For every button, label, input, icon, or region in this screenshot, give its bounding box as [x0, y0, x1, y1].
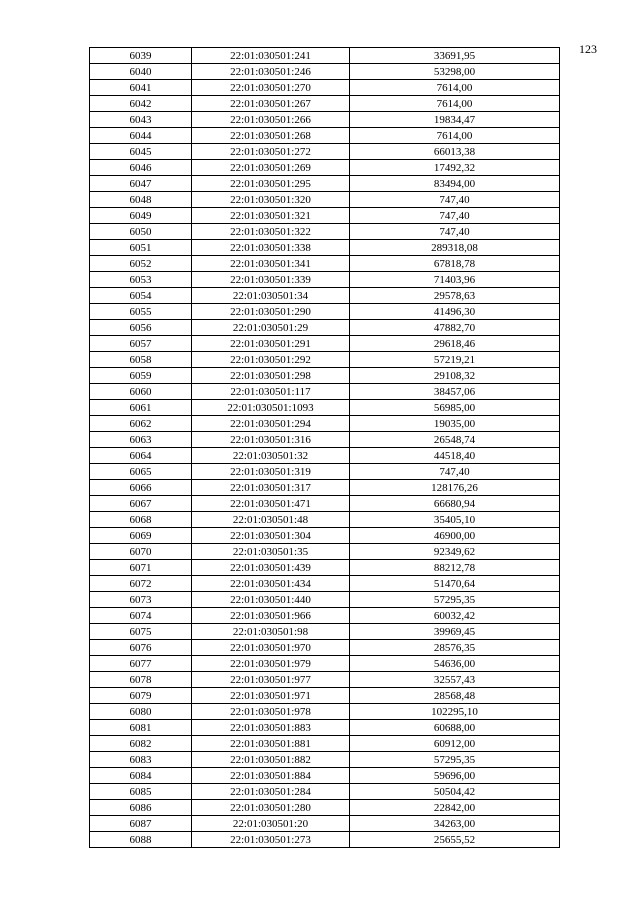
- value-cell: 47882,70: [350, 320, 560, 336]
- table-row: [90, 352, 560, 368]
- value-cell: 57295,35: [350, 592, 560, 608]
- table-row: [90, 576, 560, 592]
- value-cell: 57295,35: [350, 752, 560, 768]
- table-row: [90, 432, 560, 448]
- table-row: [90, 496, 560, 512]
- table-row: [90, 544, 560, 560]
- row-number-cell: 6050: [90, 224, 192, 240]
- value-cell: 19035,00: [350, 416, 560, 432]
- cadastral-number-cell: 22:01:030501:321: [192, 208, 350, 224]
- row-number-cell: 6048: [90, 192, 192, 208]
- value-cell: 41496,30: [350, 304, 560, 320]
- table-row: [90, 608, 560, 624]
- value-cell: 34263,00: [350, 816, 560, 832]
- cadastral-number-cell: 22:01:030501:298: [192, 368, 350, 384]
- value-cell: 59696,00: [350, 768, 560, 784]
- value-cell: 38457,06: [350, 384, 560, 400]
- value-cell: 60912,00: [350, 736, 560, 752]
- cadastral-number-cell: 22:01:030501:439: [192, 560, 350, 576]
- cadastral-number-cell: 22:01:030501:882: [192, 752, 350, 768]
- cadastral-number-cell: 22:01:030501:29: [192, 320, 350, 336]
- row-number-cell: 6039: [90, 48, 192, 64]
- table-body: [90, 48, 560, 848]
- row-number-cell: 6042: [90, 96, 192, 112]
- row-number-cell: 6078: [90, 672, 192, 688]
- table-row: [90, 80, 560, 96]
- value-cell: 747,40: [350, 464, 560, 480]
- table-row: [90, 752, 560, 768]
- cadastral-number-cell: 22:01:030501:977: [192, 672, 350, 688]
- cadastral-number-cell: 22:01:030501:291: [192, 336, 350, 352]
- value-cell: 25655,52: [350, 832, 560, 848]
- row-number-cell: 6073: [90, 592, 192, 608]
- value-cell: 60032,42: [350, 608, 560, 624]
- table-row: [90, 448, 560, 464]
- row-number-cell: 6071: [90, 560, 192, 576]
- cadastral-number-cell: 22:01:030501:319: [192, 464, 350, 480]
- data-table: [89, 47, 560, 848]
- value-cell: 28568,48: [350, 688, 560, 704]
- table-row: [90, 240, 560, 256]
- value-cell: 32557,43: [350, 672, 560, 688]
- cadastral-number-cell: 22:01:030501:970: [192, 640, 350, 656]
- row-number-cell: 6061: [90, 400, 192, 416]
- value-cell: 66680,94: [350, 496, 560, 512]
- table-row: [90, 768, 560, 784]
- table-row: [90, 96, 560, 112]
- cadastral-number-cell: 22:01:030501:341: [192, 256, 350, 272]
- row-number-cell: 6040: [90, 64, 192, 80]
- table-row: [90, 208, 560, 224]
- table-row: [90, 112, 560, 128]
- row-number-cell: 6087: [90, 816, 192, 832]
- value-cell: 17492,32: [350, 160, 560, 176]
- cadastral-number-cell: 22:01:030501:883: [192, 720, 350, 736]
- value-cell: 57219,21: [350, 352, 560, 368]
- table-row: [90, 224, 560, 240]
- table-row: [90, 704, 560, 720]
- table-row: [90, 656, 560, 672]
- table-row: [90, 160, 560, 176]
- row-number-cell: 6083: [90, 752, 192, 768]
- row-number-cell: 6043: [90, 112, 192, 128]
- row-number-cell: 6056: [90, 320, 192, 336]
- value-cell: 50504,42: [350, 784, 560, 800]
- table-row: [90, 368, 560, 384]
- cadastral-number-cell: 22:01:030501:979: [192, 656, 350, 672]
- cadastral-number-cell: 22:01:030501:971: [192, 688, 350, 704]
- row-number-cell: 6070: [90, 544, 192, 560]
- cadastral-number-cell: 22:01:030501:320: [192, 192, 350, 208]
- table-row: [90, 48, 560, 64]
- row-number-cell: 6055: [90, 304, 192, 320]
- table-row: [90, 560, 560, 576]
- table-row: [90, 416, 560, 432]
- cadastral-number-cell: 22:01:030501:304: [192, 528, 350, 544]
- cadastral-number-cell: 22:01:030501:881: [192, 736, 350, 752]
- table-row: [90, 384, 560, 400]
- cadastral-number-cell: 22:01:030501:295: [192, 176, 350, 192]
- row-number-cell: 6076: [90, 640, 192, 656]
- cadastral-number-cell: 22:01:030501:884: [192, 768, 350, 784]
- row-number-cell: 6064: [90, 448, 192, 464]
- row-number-cell: 6062: [90, 416, 192, 432]
- cadastral-number-cell: 22:01:030501:48: [192, 512, 350, 528]
- table-row: [90, 272, 560, 288]
- table-row: [90, 528, 560, 544]
- cadastral-number-cell: 22:01:030501:280: [192, 800, 350, 816]
- cadastral-number-cell: 22:01:030501:1093: [192, 400, 350, 416]
- table-row: [90, 304, 560, 320]
- cadastral-number-cell: 22:01:030501:267: [192, 96, 350, 112]
- table-row: [90, 688, 560, 704]
- cadastral-number-cell: 22:01:030501:317: [192, 480, 350, 496]
- row-number-cell: 6072: [90, 576, 192, 592]
- table-row: [90, 400, 560, 416]
- row-number-cell: 6067: [90, 496, 192, 512]
- value-cell: 92349,62: [350, 544, 560, 560]
- cadastral-number-cell: 22:01:030501:284: [192, 784, 350, 800]
- row-number-cell: 6054: [90, 288, 192, 304]
- table-row: [90, 176, 560, 192]
- value-cell: 46900,00: [350, 528, 560, 544]
- row-number-cell: 6047: [90, 176, 192, 192]
- table-row: [90, 288, 560, 304]
- value-cell: 747,40: [350, 208, 560, 224]
- table-row: [90, 192, 560, 208]
- table-row: [90, 144, 560, 160]
- cadastral-number-cell: 22:01:030501:471: [192, 496, 350, 512]
- row-number-cell: 6082: [90, 736, 192, 752]
- value-cell: 7614,00: [350, 80, 560, 96]
- value-cell: 83494,00: [350, 176, 560, 192]
- value-cell: 26548,74: [350, 432, 560, 448]
- value-cell: 22842,00: [350, 800, 560, 816]
- page-number: 123: [579, 42, 597, 56]
- table-row: [90, 832, 560, 848]
- value-cell: 29578,63: [350, 288, 560, 304]
- value-cell: 67818,78: [350, 256, 560, 272]
- table-row: [90, 672, 560, 688]
- row-number-cell: 6074: [90, 608, 192, 624]
- row-number-cell: 6060: [90, 384, 192, 400]
- row-number-cell: 6069: [90, 528, 192, 544]
- row-number-cell: 6063: [90, 432, 192, 448]
- table-row: [90, 592, 560, 608]
- cadastral-number-cell: 22:01:030501:98: [192, 624, 350, 640]
- cadastral-number-cell: 22:01:030501:269: [192, 160, 350, 176]
- row-number-cell: 6066: [90, 480, 192, 496]
- row-number-cell: 6068: [90, 512, 192, 528]
- value-cell: 60688,00: [350, 720, 560, 736]
- value-cell: 19834,47: [350, 112, 560, 128]
- row-number-cell: 6081: [90, 720, 192, 736]
- value-cell: 29618,46: [350, 336, 560, 352]
- cadastral-number-cell: 22:01:030501:268: [192, 128, 350, 144]
- value-cell: 7614,00: [350, 96, 560, 112]
- table-row: [90, 256, 560, 272]
- value-cell: 88212,78: [350, 560, 560, 576]
- value-cell: 56985,00: [350, 400, 560, 416]
- row-number-cell: 6057: [90, 336, 192, 352]
- cadastral-number-cell: 22:01:030501:434: [192, 576, 350, 592]
- row-number-cell: 6075: [90, 624, 192, 640]
- table-row: [90, 64, 560, 80]
- row-number-cell: 6049: [90, 208, 192, 224]
- value-cell: 39969,45: [350, 624, 560, 640]
- table-row: [90, 336, 560, 352]
- value-cell: 51470,64: [350, 576, 560, 592]
- value-cell: 35405,10: [350, 512, 560, 528]
- row-number-cell: 6086: [90, 800, 192, 816]
- cadastral-number-cell: 22:01:030501:272: [192, 144, 350, 160]
- row-number-cell: 6053: [90, 272, 192, 288]
- row-number-cell: 6052: [90, 256, 192, 272]
- value-cell: 7614,00: [350, 128, 560, 144]
- value-cell: 28576,35: [350, 640, 560, 656]
- value-cell: 71403,96: [350, 272, 560, 288]
- table-row: [90, 624, 560, 640]
- row-number-cell: 6046: [90, 160, 192, 176]
- table-row: [90, 784, 560, 800]
- value-cell: 128176,26: [350, 480, 560, 496]
- table-row: [90, 640, 560, 656]
- cadastral-number-cell: 22:01:030501:35: [192, 544, 350, 560]
- row-number-cell: 6079: [90, 688, 192, 704]
- value-cell: 289318,08: [350, 240, 560, 256]
- table-row: [90, 480, 560, 496]
- row-number-cell: 6085: [90, 784, 192, 800]
- cadastral-number-cell: 22:01:030501:290: [192, 304, 350, 320]
- row-number-cell: 6045: [90, 144, 192, 160]
- row-number-cell: 6088: [90, 832, 192, 848]
- table-row: [90, 800, 560, 816]
- row-number-cell: 6058: [90, 352, 192, 368]
- value-cell: 44518,40: [350, 448, 560, 464]
- value-cell: 102295,10: [350, 704, 560, 720]
- cadastral-number-cell: 22:01:030501:32: [192, 448, 350, 464]
- table-row: [90, 512, 560, 528]
- cadastral-number-cell: 22:01:030501:338: [192, 240, 350, 256]
- table-row: [90, 464, 560, 480]
- cadastral-number-cell: 22:01:030501:294: [192, 416, 350, 432]
- value-cell: 54636,00: [350, 656, 560, 672]
- cadastral-number-cell: 22:01:030501:273: [192, 832, 350, 848]
- cadastral-number-cell: 22:01:030501:241: [192, 48, 350, 64]
- table-row: [90, 320, 560, 336]
- row-number-cell: 6084: [90, 768, 192, 784]
- row-number-cell: 6059: [90, 368, 192, 384]
- table-row: [90, 128, 560, 144]
- row-number-cell: 6077: [90, 656, 192, 672]
- row-number-cell: 6051: [90, 240, 192, 256]
- table-row: [90, 816, 560, 832]
- cadastral-number-cell: 22:01:030501:440: [192, 592, 350, 608]
- cadastral-number-cell: 22:01:030501:270: [192, 80, 350, 96]
- value-cell: 747,40: [350, 192, 560, 208]
- value-cell: 747,40: [350, 224, 560, 240]
- row-number-cell: 6065: [90, 464, 192, 480]
- cadastral-number-cell: 22:01:030501:322: [192, 224, 350, 240]
- cadastral-number-cell: 22:01:030501:292: [192, 352, 350, 368]
- table-row: [90, 720, 560, 736]
- cadastral-number-cell: 22:01:030501:978: [192, 704, 350, 720]
- cadastral-number-cell: 22:01:030501:34: [192, 288, 350, 304]
- row-number-cell: 6041: [90, 80, 192, 96]
- cadastral-number-cell: 22:01:030501:316: [192, 432, 350, 448]
- table-row: [90, 736, 560, 752]
- value-cell: 66013,38: [350, 144, 560, 160]
- value-cell: 53298,00: [350, 64, 560, 80]
- cadastral-number-cell: 22:01:030501:266: [192, 112, 350, 128]
- value-cell: 33691,95: [350, 48, 560, 64]
- cadastral-number-cell: 22:01:030501:117: [192, 384, 350, 400]
- row-number-cell: 6080: [90, 704, 192, 720]
- row-number-cell: 6044: [90, 128, 192, 144]
- cadastral-number-cell: 22:01:030501:966: [192, 608, 350, 624]
- value-cell: 29108,32: [350, 368, 560, 384]
- cadastral-number-cell: 22:01:030501:20: [192, 816, 350, 832]
- cadastral-number-cell: 22:01:030501:246: [192, 64, 350, 80]
- cadastral-number-cell: 22:01:030501:339: [192, 272, 350, 288]
